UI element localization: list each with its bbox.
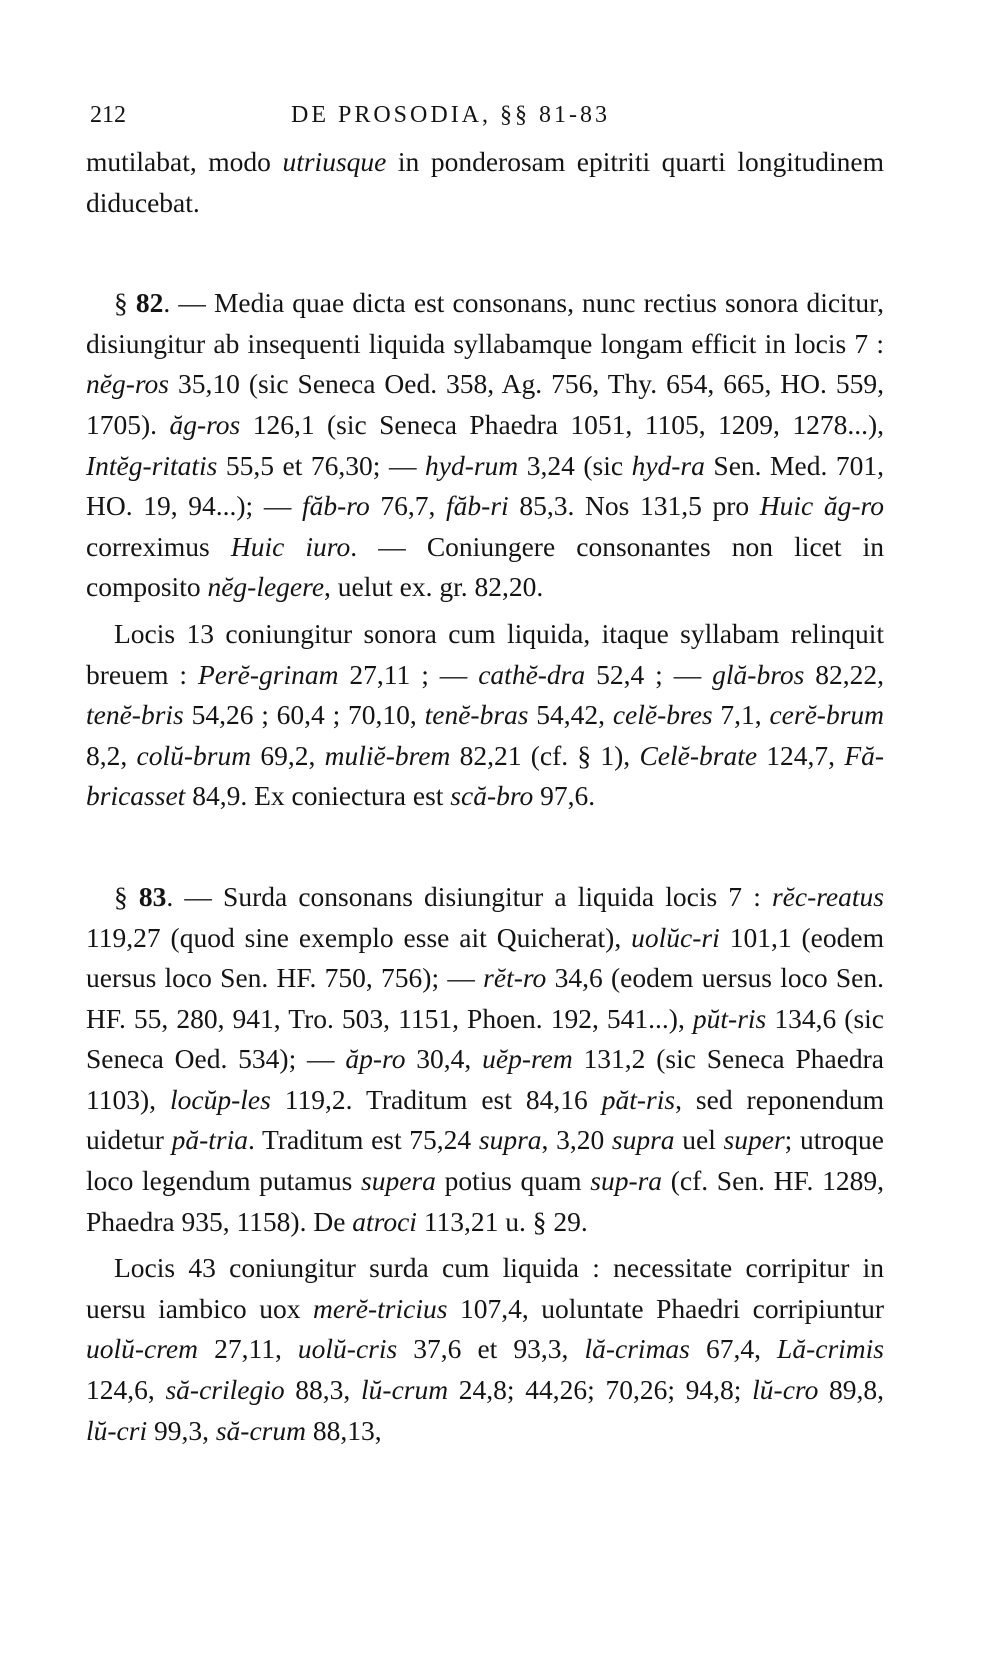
text-run: 99,3, (147, 1414, 216, 1446)
text-run: . Traditum est 75,24 (247, 1124, 479, 1156)
text-run: 52,4 ; — (585, 658, 713, 690)
text-run: 24,8; 44,26; 70,26; 94,8; (448, 1374, 753, 1406)
text-run: Sen. Med. 701, HO. 19, 94...); — (86, 449, 884, 522)
text-run: potius quam (435, 1165, 591, 1197)
italic-term: pŭt-ris (692, 1002, 767, 1034)
italic-term: muliĕ-brem (324, 739, 451, 771)
text-run: . — Coniungere consonantes non licet in composito (86, 530, 884, 603)
text-run: 69,2, (251, 739, 325, 771)
text-run: 124,7, (757, 739, 845, 771)
italic-term: supra (611, 1124, 675, 1156)
italic-term: rĕc-reatus (771, 880, 884, 912)
italic-term: nĕg-ros (86, 368, 169, 400)
text-run: , uelut ex. gr. 82,20. (324, 571, 544, 603)
italic-term: merĕ-tricius (313, 1292, 448, 1324)
text-run: , sed reponendum uidetur (86, 1083, 885, 1156)
italic-term: supera (361, 1165, 436, 1197)
italic-term: Fă-bricasset (86, 739, 885, 812)
text-run: 55,5 et 76,30; — (217, 449, 425, 481)
italic-term: Lă-crimis (777, 1333, 884, 1365)
italic-term: Perĕ-grinam (197, 658, 339, 690)
text-run: 97,6. (533, 780, 596, 812)
text-run: 107,4, uoluntate Phaedri corripiuntur (447, 1292, 884, 1324)
italic-term: Intĕg-ritatis (86, 449, 218, 481)
italic-term: hyd-rum (424, 449, 519, 481)
text-run: . — Media quae dicta est consonans, nunc rectius sonora dicitur, disiungitur ab insequenti liquida syllabamque longam efficit in locis 7 : (86, 287, 884, 359)
text-run: 54,26 ; 60,4 ; 70,10, (183, 699, 425, 731)
italic-term: tenĕ-bris (86, 699, 184, 731)
text-run: ; utroque loco legendum putamus (86, 1124, 884, 1197)
italic-term: lŭ-cri (86, 1414, 148, 1446)
text-run: 30,4, (405, 1043, 483, 1075)
text-run: 54,42, (528, 699, 613, 731)
italic-term: celĕ-bres (612, 699, 713, 731)
text-run: 131,2 (sic Seneca Phaedra 1103), (86, 1043, 885, 1115)
italic-term: colŭ-brum (136, 739, 252, 771)
italic-term: tenĕ-bras (424, 699, 529, 731)
text-run: 134,6 (sic Seneca Oed. 534); — (86, 1002, 884, 1075)
text-run: mutilabat, modo (86, 146, 283, 177)
italic-term: ăp-ro (345, 1043, 406, 1075)
italic-term: atroci (352, 1205, 417, 1237)
text-run: 84,9. Ex coniectura est (185, 780, 451, 812)
italic-term: rĕt-ro (483, 962, 547, 994)
text-run: , 3,20 (541, 1124, 612, 1156)
italic-term: pă-tria (171, 1124, 248, 1156)
text-run: 119,27 (quod sine exemplo esse ait Quicherat), (86, 921, 632, 953)
text-run: 85,3. Nos 131,5 pro (508, 490, 760, 522)
italic-term: făb-ro (302, 490, 370, 522)
italic-term: făb-ri (446, 490, 509, 522)
italic-term: locŭp-les (170, 1083, 271, 1115)
text-run: 34,6 (eodem uersus loco Sen. HF. 55, 280, 941, Tro. 503, 1151, Phoen. 192, 541...), (86, 962, 884, 1034)
text-run: 124,6, (86, 1374, 166, 1406)
text-run: 113,21 u. § 29. (416, 1205, 588, 1237)
italic-term: Celĕ-brate (639, 739, 758, 771)
running-title: DE PROSODIA, §§ 81-83 (291, 102, 611, 128)
italic-term: uĕp-rem (482, 1043, 573, 1075)
text-run: Locis 13 coniungitur sonora cum liquida, itaque syllabam relinquit breuem : (86, 617, 884, 690)
italic-term: păt-ris (601, 1083, 676, 1115)
text-run: uel (674, 1124, 724, 1156)
text-run: 119,2. Traditum est 84,16 (270, 1083, 602, 1115)
section-number: 83 (138, 880, 167, 912)
text-run: 8,2, (86, 739, 137, 771)
italic-term: sup-ra (590, 1165, 663, 1197)
text-run: 89,8, (818, 1374, 885, 1406)
italic-term: utriusque (282, 146, 387, 177)
text-run: § (114, 287, 136, 319)
paragraph-83 (86, 877, 884, 1242)
text-run: 82,22, (804, 658, 885, 690)
section-number: 82 (135, 287, 164, 319)
italic-term: cerĕ-brum (769, 699, 885, 731)
italic-term: să-crum (215, 1414, 306, 1446)
text-run: . — Surda consonans disiungitur a liquida locis 7 : (166, 880, 772, 912)
text-run: in ponderosam epitriti quarti longitudinem diducebat. (86, 146, 884, 218)
italic-term: cathĕ-dra (478, 658, 586, 690)
text-run: 82,21 (cf. § 1), (450, 739, 640, 771)
italic-term: Huic ăg-ro (759, 490, 884, 522)
italic-term: uolŭ-cris (297, 1333, 398, 1365)
italic-term: lŭ-cro (752, 1374, 819, 1406)
section-gap (86, 223, 884, 283)
italic-term: să-crilegio (165, 1374, 285, 1406)
italic-term: scă-bro (450, 780, 534, 812)
paragraph-83-continued (86, 1248, 884, 1451)
text-run: § (114, 880, 139, 912)
text-run: 3,24 (sic (518, 449, 632, 481)
section-gap (86, 817, 884, 877)
page-header (86, 98, 886, 138)
italic-term: glă-bros (712, 658, 805, 690)
text-run: correximus (86, 530, 231, 562)
text-run: (cf. Sen. HF. 1289, Phaedra 935, 1158). De (86, 1165, 884, 1237)
italic-term: uolŭ-crem (86, 1333, 199, 1365)
text-run: 88,13, (306, 1414, 382, 1446)
text-run: 88,3, (284, 1374, 362, 1406)
page-body (86, 142, 884, 1451)
text-run: 126,1 (sic Seneca Phaedra 1051, 1105, 1209, 1278...), (240, 408, 884, 440)
text-run: 35,10 (sic Seneca Oed. 358, Ag. 756, Thy. 654, 665, HO. 559, 1705). (86, 368, 884, 440)
italic-term: ăg-ros (169, 408, 241, 440)
italic-term: lŭ-crum (361, 1374, 449, 1406)
italic-term: Huic iuro (230, 530, 351, 562)
italic-term: lă-crimas (584, 1333, 690, 1365)
text-run: 101,1 (eodem uersus loco Sen. HF. 750, 756); — (86, 921, 884, 994)
text-run: 76,7, (369, 490, 447, 522)
text-run: 27,11 ; — (338, 658, 479, 690)
italic-term: uolŭc-ri (631, 921, 720, 953)
text-run: 37,6 et 93,3, (397, 1333, 585, 1365)
page-number: 212 (90, 102, 126, 128)
paragraph-82 (86, 283, 884, 608)
text-run: Locis 43 coniungitur surda cum liquida : necessitate corripitur in uersu iambico uox (86, 1252, 884, 1324)
paragraph-82-continued (86, 614, 884, 817)
text-run: 67,4, (689, 1333, 778, 1365)
italic-term: supra (478, 1124, 542, 1156)
italic-term: super (723, 1124, 785, 1156)
text-run: 27,11, (198, 1333, 298, 1365)
text-run: 7,1, (712, 699, 770, 731)
italic-term: hyd-ra (631, 449, 705, 481)
paragraph-81-end (86, 142, 884, 223)
italic-term: nĕg-legere (207, 571, 325, 603)
